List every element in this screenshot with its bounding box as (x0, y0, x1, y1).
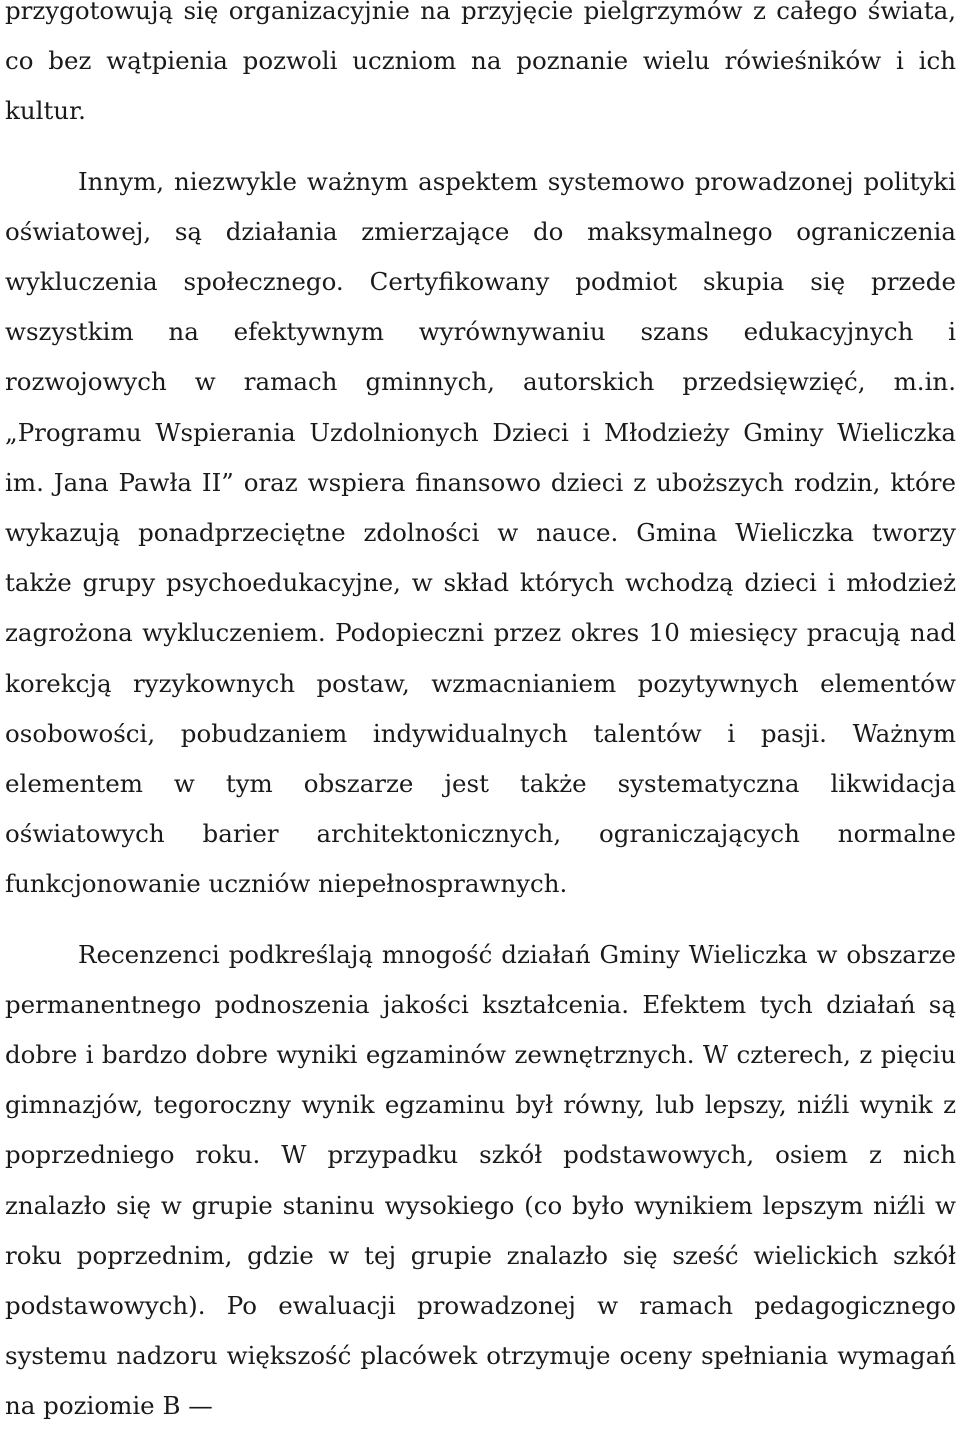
paragraph-social-exclusion: Innym, niezwykle ważnym aspektem systemowo prowadzonej polityki oświatowej, są działania zmierzające do maksymalnego ograniczenia wykluczenia społecznego. Certyfikowany podmiot skupia się przede wszystkim na efektywnym wyrównywaniu szans edukacyjnych i rozwojowych w ramach gminnych, autorskich przedsięwzięć, m.in. „Programu Wspierania Uzdolnionych Dzieci i Młodzieży Gminy Wieliczka im. Jana Pawła II” oraz wspiera finansowo dzieci z uboższych rodzin, które wykazują ponadprzeciętne zdolności w nauce. Gmina Wieliczka tworzy także grupy psychoedukacyjne, w skład których wchodzą dzieci i młodzież zagrożona wykluczeniem. Podopieczni przez okres 10 miesięcy pracują nad korekcją ryzykownych postaw, wzmacnianiem pozytywnych elementów osobowości, pobudzaniem indywidualnych talentów i pasji. Ważnym elementem w tym obszarze jest także systematyczna likwidacja oświatowych barier architektonicznych, ograniczających normalne funkcjonowanie uczniów niepełnosprawnych. (5, 166, 956, 899)
paragraph-reviewers: Recenzenci podkreślają mnogość działań Gminy Wieliczka w obszarze permanentnego podnoszenia jakości kształcenia. Efektem tych działań są dobre i bardzo dobre wyniki egzaminów zewnętrznych. W czterech, z pięciu gimnazjów, tegoroczny wynik egzaminu był równy, lub lepszy, niźli wynik z poprzedniego roku. W przypadku szkół podstawowych, osiem z nich znalazło się w grupie staninu wysokiego (co było wynikiem lepszym niźli w roku poprzednim, gdzie w tej grupie znalazło się sześć wielickich szkół podstawowych). Po ewaluacji prowadzonej w ramach pedagogicznego systemu nadzoru większość placówek otrzymuje oceny spełniania wymagań na poziomie B — (5, 939, 956, 1421)
paragraph-continuation: przygotowują się organizacyjnie na przyjęcie pielgrzymów z całego świata, co bez wątpienia pozwoli uczniom na poznanie wielu rówieśników i ich kultur. (5, 0, 956, 126)
document-page (5, 0, 956, 1432)
